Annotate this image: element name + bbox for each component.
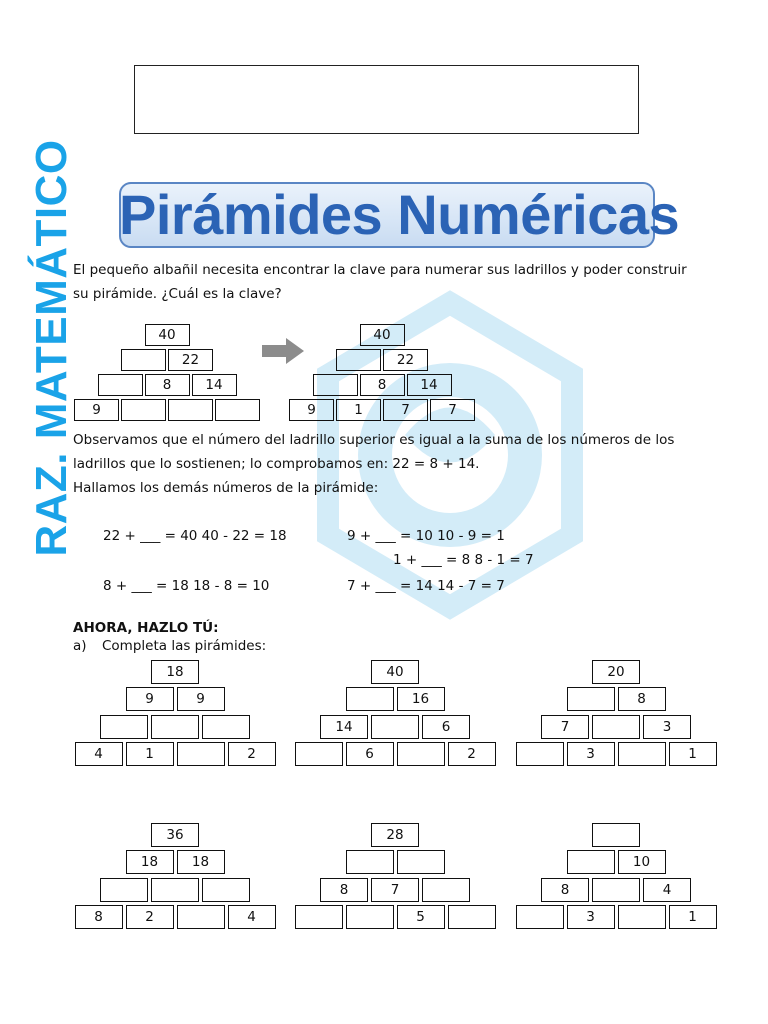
pyramid-1-brick-r1-c1: 18: [151, 660, 199, 684]
pyramid-1-brick-r3-c1[interactable]: [100, 715, 148, 739]
pyramid-3-brick-r2-c1[interactable]: [567, 687, 615, 711]
exercise-label: a): [73, 638, 87, 654]
pyramid-4-brick-r3-c2[interactable]: [151, 878, 199, 902]
observation-line-2: ladrillos que lo sostienen; lo comprobamos en: 22 = 8 + 14.: [73, 456, 480, 472]
pyramid-3-brick-r4-c4: 1: [669, 742, 717, 766]
section-heading: AHORA, HAZLO TÚ:: [73, 620, 219, 636]
example-after-brick-r3-c3: 14: [407, 374, 452, 396]
equation-right-3: 7 + ___ = 14 14 - 7 = 7: [347, 578, 505, 594]
pyramid-4-brick-r4-c2: 2: [126, 905, 174, 929]
example-after-brick-r4-c4: 7: [430, 399, 475, 421]
example-before-brick-r4-c4: [215, 399, 260, 421]
pyramid-5-brick-r2-c1[interactable]: [346, 850, 394, 874]
example-before-brick-r2-c2: 22: [168, 349, 213, 371]
intro-line-1: El pequeño albañil necesita encontrar la clave para numerar sus ladrillos y poder construir: [73, 262, 687, 278]
example-before-brick-r4-c2: [121, 399, 166, 421]
observation-line-3: Hallamos los demás números de la pirámide:: [73, 480, 379, 496]
pyramid-4-brick-r1-c1: 36: [151, 823, 199, 847]
pyramid-5-brick-r3-c1: 8: [320, 878, 368, 902]
pyramid-3-brick-r2-c2: 8: [618, 687, 666, 711]
example-after-brick-r2-c2: 22: [383, 349, 428, 371]
observation-line-1: Observamos que el número del ladrillo superior es igual a la suma de los números de los: [73, 432, 675, 448]
pyramid-4-brick-r3-c1[interactable]: [100, 878, 148, 902]
example-before-brick-r2-c1: [121, 349, 166, 371]
pyramid-2-brick-r4-c3[interactable]: [397, 742, 445, 766]
example-before-brick-r3-c3: 14: [192, 374, 237, 396]
pyramid-1-brick-r2-c2: 9: [177, 687, 225, 711]
example-after-brick-r1-c1: 40: [360, 324, 405, 346]
pyramid-4-brick-r3-c3[interactable]: [202, 878, 250, 902]
pyramid-5-brick-r4-c2[interactable]: [346, 905, 394, 929]
pyramid-1-brick-r3-c3[interactable]: [202, 715, 250, 739]
pyramid-6-brick-r2-c2: 10: [618, 850, 666, 874]
pyramid-6-brick-r2-c1[interactable]: [567, 850, 615, 874]
pyramid-2-brick-r4-c1[interactable]: [295, 742, 343, 766]
pyramid-1-brick-r4-c1: 4: [75, 742, 123, 766]
example-after-brick-r2-c1: [336, 349, 381, 371]
observation-paragraph: [73, 428, 703, 500]
pyramid-2-brick-r3-c2[interactable]: [371, 715, 419, 739]
example-after-brick-r4-c2: 1: [336, 399, 381, 421]
pyramid-4-brick-r4-c4: 4: [228, 905, 276, 929]
example-after-brick-r4-c3: 7: [383, 399, 428, 421]
pyramid-1-brick-r4-c4: 2: [228, 742, 276, 766]
pyramid-6-brick-r4-c1[interactable]: [516, 905, 564, 929]
pyramid-3-brick-r3-c1: 7: [541, 715, 589, 739]
pyramid-5-brick-r1-c1: 28: [371, 823, 419, 847]
pyramid-1-brick-r2-c1: 9: [126, 687, 174, 711]
exercise-instruction: Completa las pirámides:: [102, 638, 267, 654]
pyramid-2-brick-r1-c1: 40: [371, 660, 419, 684]
pyramid-5-brick-r4-c1[interactable]: [295, 905, 343, 929]
pyramid-2-brick-r4-c4: 2: [448, 742, 496, 766]
intro-paragraph: [73, 258, 703, 306]
pyramid-4-brick-r2-c2: 18: [177, 850, 225, 874]
pyramid-5-brick-r2-c2[interactable]: [397, 850, 445, 874]
pyramid-6-brick-r1-c1[interactable]: [592, 823, 640, 847]
pyramid-5-brick-r4-c4[interactable]: [448, 905, 496, 929]
equation-right-1: 9 + ___ = 10 10 - 9 = 1: [347, 528, 505, 544]
intro-line-2: su pirámide. ¿Cuál es la clave?: [73, 286, 282, 302]
pyramid-1-brick-r4-c3[interactable]: [177, 742, 225, 766]
example-before-brick-r4-c1: 9: [74, 399, 119, 421]
pyramid-4-brick-r2-c1: 18: [126, 850, 174, 874]
example-before-brick-r3-c1: [98, 374, 143, 396]
pyramid-1-brick-r3-c2[interactable]: [151, 715, 199, 739]
pyramid-4-brick-r4-c1: 8: [75, 905, 123, 929]
pyramid-6-brick-r3-c3: 4: [643, 878, 691, 902]
pyramid-3-brick-r3-c3: 3: [643, 715, 691, 739]
pyramid-2-brick-r2-c2: 16: [397, 687, 445, 711]
pyramid-5-brick-r3-c3[interactable]: [422, 878, 470, 902]
pyramid-5-brick-r3-c2: 7: [371, 878, 419, 902]
pyramid-6-brick-r4-c4: 1: [669, 905, 717, 929]
example-before-brick-r4-c3: [168, 399, 213, 421]
page-title: Pirámides Numéricas: [119, 183, 680, 246]
name-box[interactable]: [134, 65, 639, 134]
example-after-brick-r3-c2: 8: [360, 374, 405, 396]
pyramid-6-brick-r3-c1: 8: [541, 878, 589, 902]
pyramid-2-brick-r3-c3: 6: [422, 715, 470, 739]
pyramid-2-brick-r2-c1[interactable]: [346, 687, 394, 711]
example-after-brick-r3-c1: [313, 374, 358, 396]
arrow-right-icon: [262, 338, 304, 364]
equation-left-2: 8 + ___ = 18 18 - 8 = 10: [103, 578, 270, 594]
pyramid-3-brick-r4-c3[interactable]: [618, 742, 666, 766]
pyramid-6-brick-r4-c2: 3: [567, 905, 615, 929]
pyramid-6-brick-r4-c3[interactable]: [618, 905, 666, 929]
pyramid-2-brick-r3-c1: 14: [320, 715, 368, 739]
pyramid-3-brick-r4-c2: 3: [567, 742, 615, 766]
side-title: RAZ. MATEMÁTICO: [27, 139, 76, 557]
pyramid-2-brick-r4-c2: 6: [346, 742, 394, 766]
pyramid-6-brick-r3-c2[interactable]: [592, 878, 640, 902]
example-before-brick-r3-c2: 8: [145, 374, 190, 396]
example-after-brick-r4-c1: 9: [289, 399, 334, 421]
pyramid-3-brick-r3-c2[interactable]: [592, 715, 640, 739]
equation-right-2: 1 + ___ = 8 8 - 1 = 7: [393, 552, 534, 568]
pyramid-1-brick-r4-c2: 1: [126, 742, 174, 766]
pyramid-3-brick-r1-c1: 20: [592, 660, 640, 684]
pyramid-4-brick-r4-c3[interactable]: [177, 905, 225, 929]
equation-left-1: 22 + ___ = 40 40 - 22 = 18: [103, 528, 287, 544]
example-before-brick-r1-c1: 40: [145, 324, 190, 346]
pyramid-5-brick-r4-c3: 5: [397, 905, 445, 929]
pyramid-3-brick-r4-c1[interactable]: [516, 742, 564, 766]
